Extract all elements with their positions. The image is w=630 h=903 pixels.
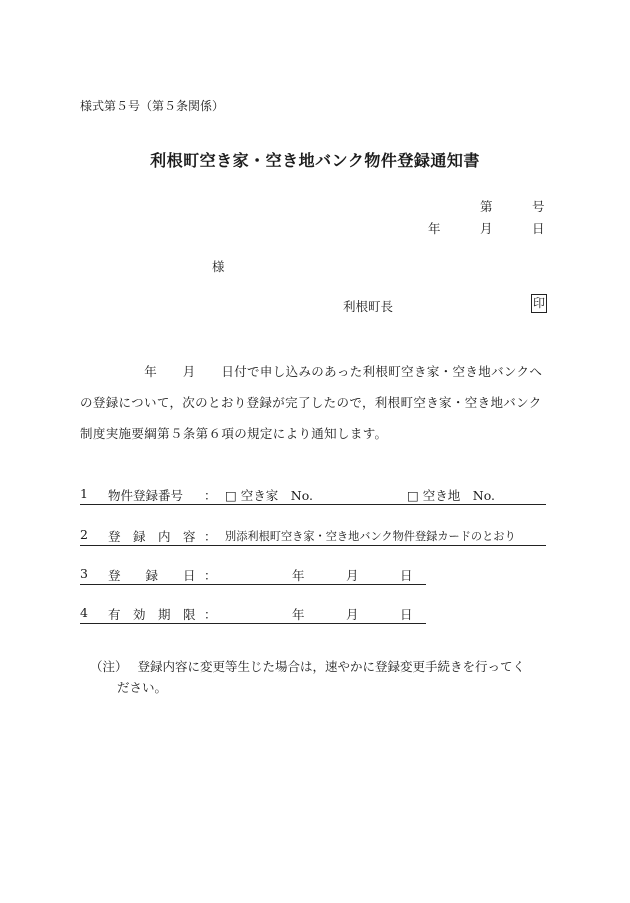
- issue-number-prefix: 第: [480, 199, 493, 214]
- seal-box: 印: [531, 294, 547, 313]
- date-day-label: 日: [400, 568, 413, 583]
- item-label: 物件登録番号: [108, 488, 184, 503]
- item-number: 4: [80, 605, 88, 620]
- date-month-label: 月: [480, 221, 493, 236]
- form-number: 様式第５号（第５条関係）: [80, 99, 225, 113]
- note: [90, 656, 550, 678]
- note-line-1: 登録内容に変更等生じた場合は，速やかに登録変更手続きを行ってく: [137, 659, 526, 674]
- vacant-lot-checkbox-label: □ 空き地 No.: [407, 488, 496, 503]
- date-month-label: 月: [346, 607, 359, 622]
- item-colon: ：: [204, 568, 217, 583]
- date-year-label: 年: [428, 221, 441, 236]
- document-title: 利根町空き家・空き地バンク物件登録通知書: [150, 151, 480, 170]
- issue-number-suffix: 号: [532, 199, 545, 214]
- notice-body-text: 年 月 日付で申し込みのあった利根町空き家・空き地バンクへの登録について，次のとおり登録が完了したので，利根町空き家・空き地バンク制度実施要綱第５条第６項の規定により通知します。: [80, 364, 543, 441]
- sender-title: 利根町長: [343, 299, 394, 314]
- date-day-label: 日: [532, 221, 545, 236]
- item-label: 有 効 期 限: [108, 607, 196, 622]
- note-marker: （注）: [90, 659, 128, 674]
- addressee-suffix: 様: [212, 259, 225, 274]
- item-registration-content: [80, 527, 546, 546]
- date-year-label: 年: [292, 607, 305, 622]
- date-day-label: 日: [400, 607, 413, 622]
- note-line-2: ださい。: [117, 680, 168, 695]
- item-label: 登 録 日: [108, 568, 196, 583]
- item-colon: ：: [204, 529, 217, 544]
- date-month-label: 月: [346, 568, 359, 583]
- item-registration-number: [80, 486, 546, 505]
- item-number: 1: [80, 486, 88, 501]
- vacant-house-checkbox-label: □ 空き家 No.: [225, 488, 314, 503]
- item-number: 2: [80, 527, 88, 542]
- item-colon: ：: [204, 607, 217, 622]
- item-label: 登 録 内 容: [108, 529, 196, 544]
- item-number: 3: [80, 566, 88, 581]
- item-colon: ：: [204, 488, 217, 503]
- item-valid-until: [80, 605, 426, 624]
- item-value: 別添利根町空き家・空き地バンク物件登録カードのとおり: [225, 530, 516, 543]
- date-year-label: 年: [292, 568, 305, 583]
- item-registration-date: [80, 566, 426, 585]
